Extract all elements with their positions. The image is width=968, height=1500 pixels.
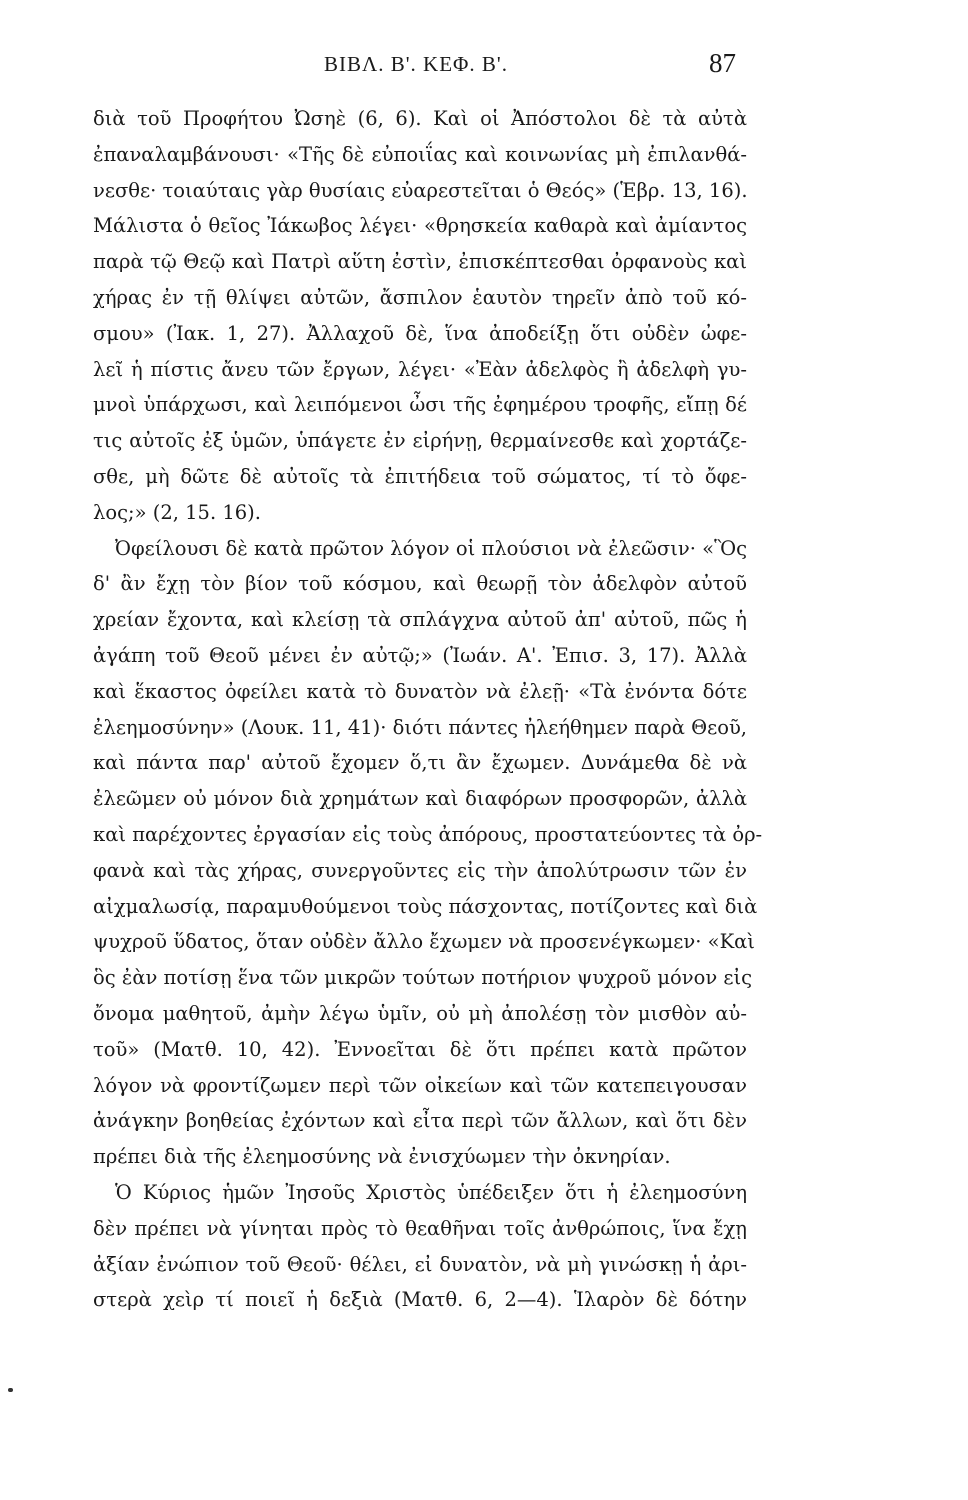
text-line: ἀγάπη τοῦ Θεοῦ μένει ἐν αὐτῷ;» (Ἰωάν. Α'. Ἐπισ. 3, 17). Ἀλλὰ [93, 643, 747, 667]
text-line: τοῦ» (Ματθ. 10, 42). Ἐννοεῖται δὲ ὅτι πρέπει κατὰ πρῶτον [93, 1037, 747, 1061]
text-line: ὄνομα μαθητοῦ, ἀμὴν λέγω ὑμῖν, οὐ μὴ ἀπολέσῃ τὸν μισθὸν αὐ- [93, 1001, 747, 1025]
page-number: 87 [709, 48, 736, 78]
text-line: καὶ ἕκαστος ὀφείλει κατὰ τὸ δυνατὸν νὰ ἐλεῇ· «Τὰ ἐνόντα δότε [93, 679, 747, 703]
paragraph-end-line: λος;» (2, 15. 16). [93, 500, 261, 524]
text-line: χήρας ἐν τῇ θλίψει αὐτῶν, ἄσπιλον ἑαυτὸν τηρεῖν ἀπὸ τοῦ κό- [93, 285, 747, 309]
text-line: Μάλιστα ὁ θεῖος Ἰάκωβος λέγει· «θρησκεία καθαρὰ καὶ ἀμίαντος [93, 214, 747, 238]
text-line: ψυχροῦ ὕδατος, ὅταν οὐδὲν ἄλλο ἔχωμεν νὰ προσενέγκωμεν· «Καὶ [93, 930, 755, 954]
text-line: ἐλεημοσύνην» (Λουκ. 11, 41)· διότι πάντες ἠλεήθημεν παρὰ Θεοῦ, [93, 715, 747, 739]
text-line: τις αὐτοῖς ἐξ ὑμῶν, ὑπάγετε ἐν εἰρήνῃ, θερμαίνεσθε καὶ χορτάζε- [93, 429, 747, 453]
text-line: δὲν πρέπει νὰ γίνηται πρὸς τὸ θεαθῆναι τοῖς ἀνθρώποις, ἵνα ἔχῃ [93, 1216, 747, 1240]
text-line: ὃς ἐὰν ποτίσῃ ἕνα τῶν μικρῶν τούτων ποτήριον ψυχροῦ μόνον εἰς [93, 966, 753, 990]
text-line: ἀνάγκην βοηθείας ἐχόντων καὶ εἶτα περὶ τῶν ἄλλων, καὶ ὅτι δὲν [93, 1109, 747, 1133]
text-line: καὶ πάντα παρ' αὐτοῦ ἔχομεν ὅ,τι ἂν ἔχωμεν. Δυνάμεθα δὲ νὰ [93, 751, 747, 775]
text-line: ἐλεῶμεν οὐ μόνον διὰ χρημάτων καὶ διαφόρων προσφορῶν, ἀλλὰ [93, 787, 747, 811]
paragraph-start-line: Ὁ Κύριος ἡμῶν Ἰησοῦς Χριστὸς ὑπέδειξεν ὅτι ἡ ἐλεημοσύνη [115, 1180, 747, 1204]
text-line: ἀξίαν ἐνώπιον τοῦ Θεοῦ· θέλει, εἰ δυνατὸν, νὰ μὴ γινώσκῃ ἡ ἀρι- [93, 1252, 747, 1276]
text-line: χρείαν ἔχοντα, καὶ κλείσῃ τὰ σπλάγχνα αὐτοῦ ἀπ' αὐτοῦ, πῶς ἡ [93, 608, 747, 632]
text-line: μνοὶ ὑπάρχωσι, καὶ λειπόμενοι ὦσι τῆς ἐφημέρου τροφῆς, εἴπῃ δέ [93, 393, 747, 417]
text-line: νεσθε· τοιαύταις γὰρ θυσίαις εὐαρεστεῖται ὁ Θεός» (Ἑβρ. 13, 16). [93, 178, 748, 202]
text-line: σμου» (Ἰακ. 1, 27). Ἀλλαχοῦ δὲ, ἵνα ἀποδείξῃ ὅτι οὐδὲν ὠφε- [93, 321, 747, 345]
paragraph-end-line: πρέπει διὰ τῆς ἐλεημοσύνης νὰ ἐνισχύωμεν τὴν ὀκνηρίαν. [93, 1145, 671, 1169]
text-line: διὰ τοῦ Προφήτου Ὠσηὲ (6, 6). Καὶ οἱ Ἀπόστολοι δὲ τὰ αὐτὰ [93, 107, 747, 130]
body-text [93, 101, 763, 1318]
text-line: λεῖ ἡ πίστις ἄνευ τῶν ἔργων, λέγει· «Ἐὰν ἀδελφὸς ἢ ἀδελφὴ γυ- [93, 357, 747, 381]
text-line: παρὰ τῷ Θεῷ καὶ Πατρὶ αὕτη ἐστὶν, ἐπισκέπτεσθαι ὀρφανοὺς καὶ [93, 250, 747, 274]
running-header [96, 48, 736, 88]
text-line: αἰχμαλωσίᾳ, παραμυθούμενοι τοὺς πάσχοντας, ποτίζοντες καὶ διὰ [93, 894, 758, 918]
paragraph-start-line: Ὀφείλουσι δὲ κατὰ πρῶτον λόγον οἱ πλούσιοι νὰ ἐλεῶσιν· «Ὃς [115, 536, 747, 560]
text-line: σθε, μὴ δῶτε δὲ αὐτοῖς τὰ ἐπιτήδεια τοῦ σώματος, τί τὸ ὄφε- [93, 464, 747, 488]
text-line: φανὰ καὶ τὰς χήρας, συνεργοῦντες εἰς τὴν ἀπολύτρωσιν τῶν ἐν [93, 858, 747, 882]
text-line: ἐπαναλαμβάνουσι· «Τῆς δὲ εὐποιΐας καὶ κοινωνίας μὴ ἐπιλανθά- [93, 142, 747, 166]
text-line: λόγον νὰ φροντίζωμεν περὶ τῶν οἰκείων καὶ τῶν κατεπειγουσαν [93, 1073, 747, 1097]
running-title: ΒΙΒΛ. Β'. ΚΕΦ. Β'. [324, 52, 508, 76]
text-line: δ' ἂν ἔχῃ τὸν βίον τοῦ κόσμου, καὶ θεωρῇ τὸν ἀδελφὸν αὐτοῦ [93, 572, 747, 596]
text-line: στερὰ χεὶρ τί ποιεῖ ἡ δεξιὰ (Ματθ. 6, 2—4). Ἱλαρὸν δὲ δότην [93, 1288, 747, 1312]
margin-speck [8, 1388, 13, 1392]
text-line: καὶ παρέχοντες ἐργασίαν εἰς τοὺς ἀπόρους, προστατεύοντες τὰ ὀρ- [93, 822, 763, 846]
